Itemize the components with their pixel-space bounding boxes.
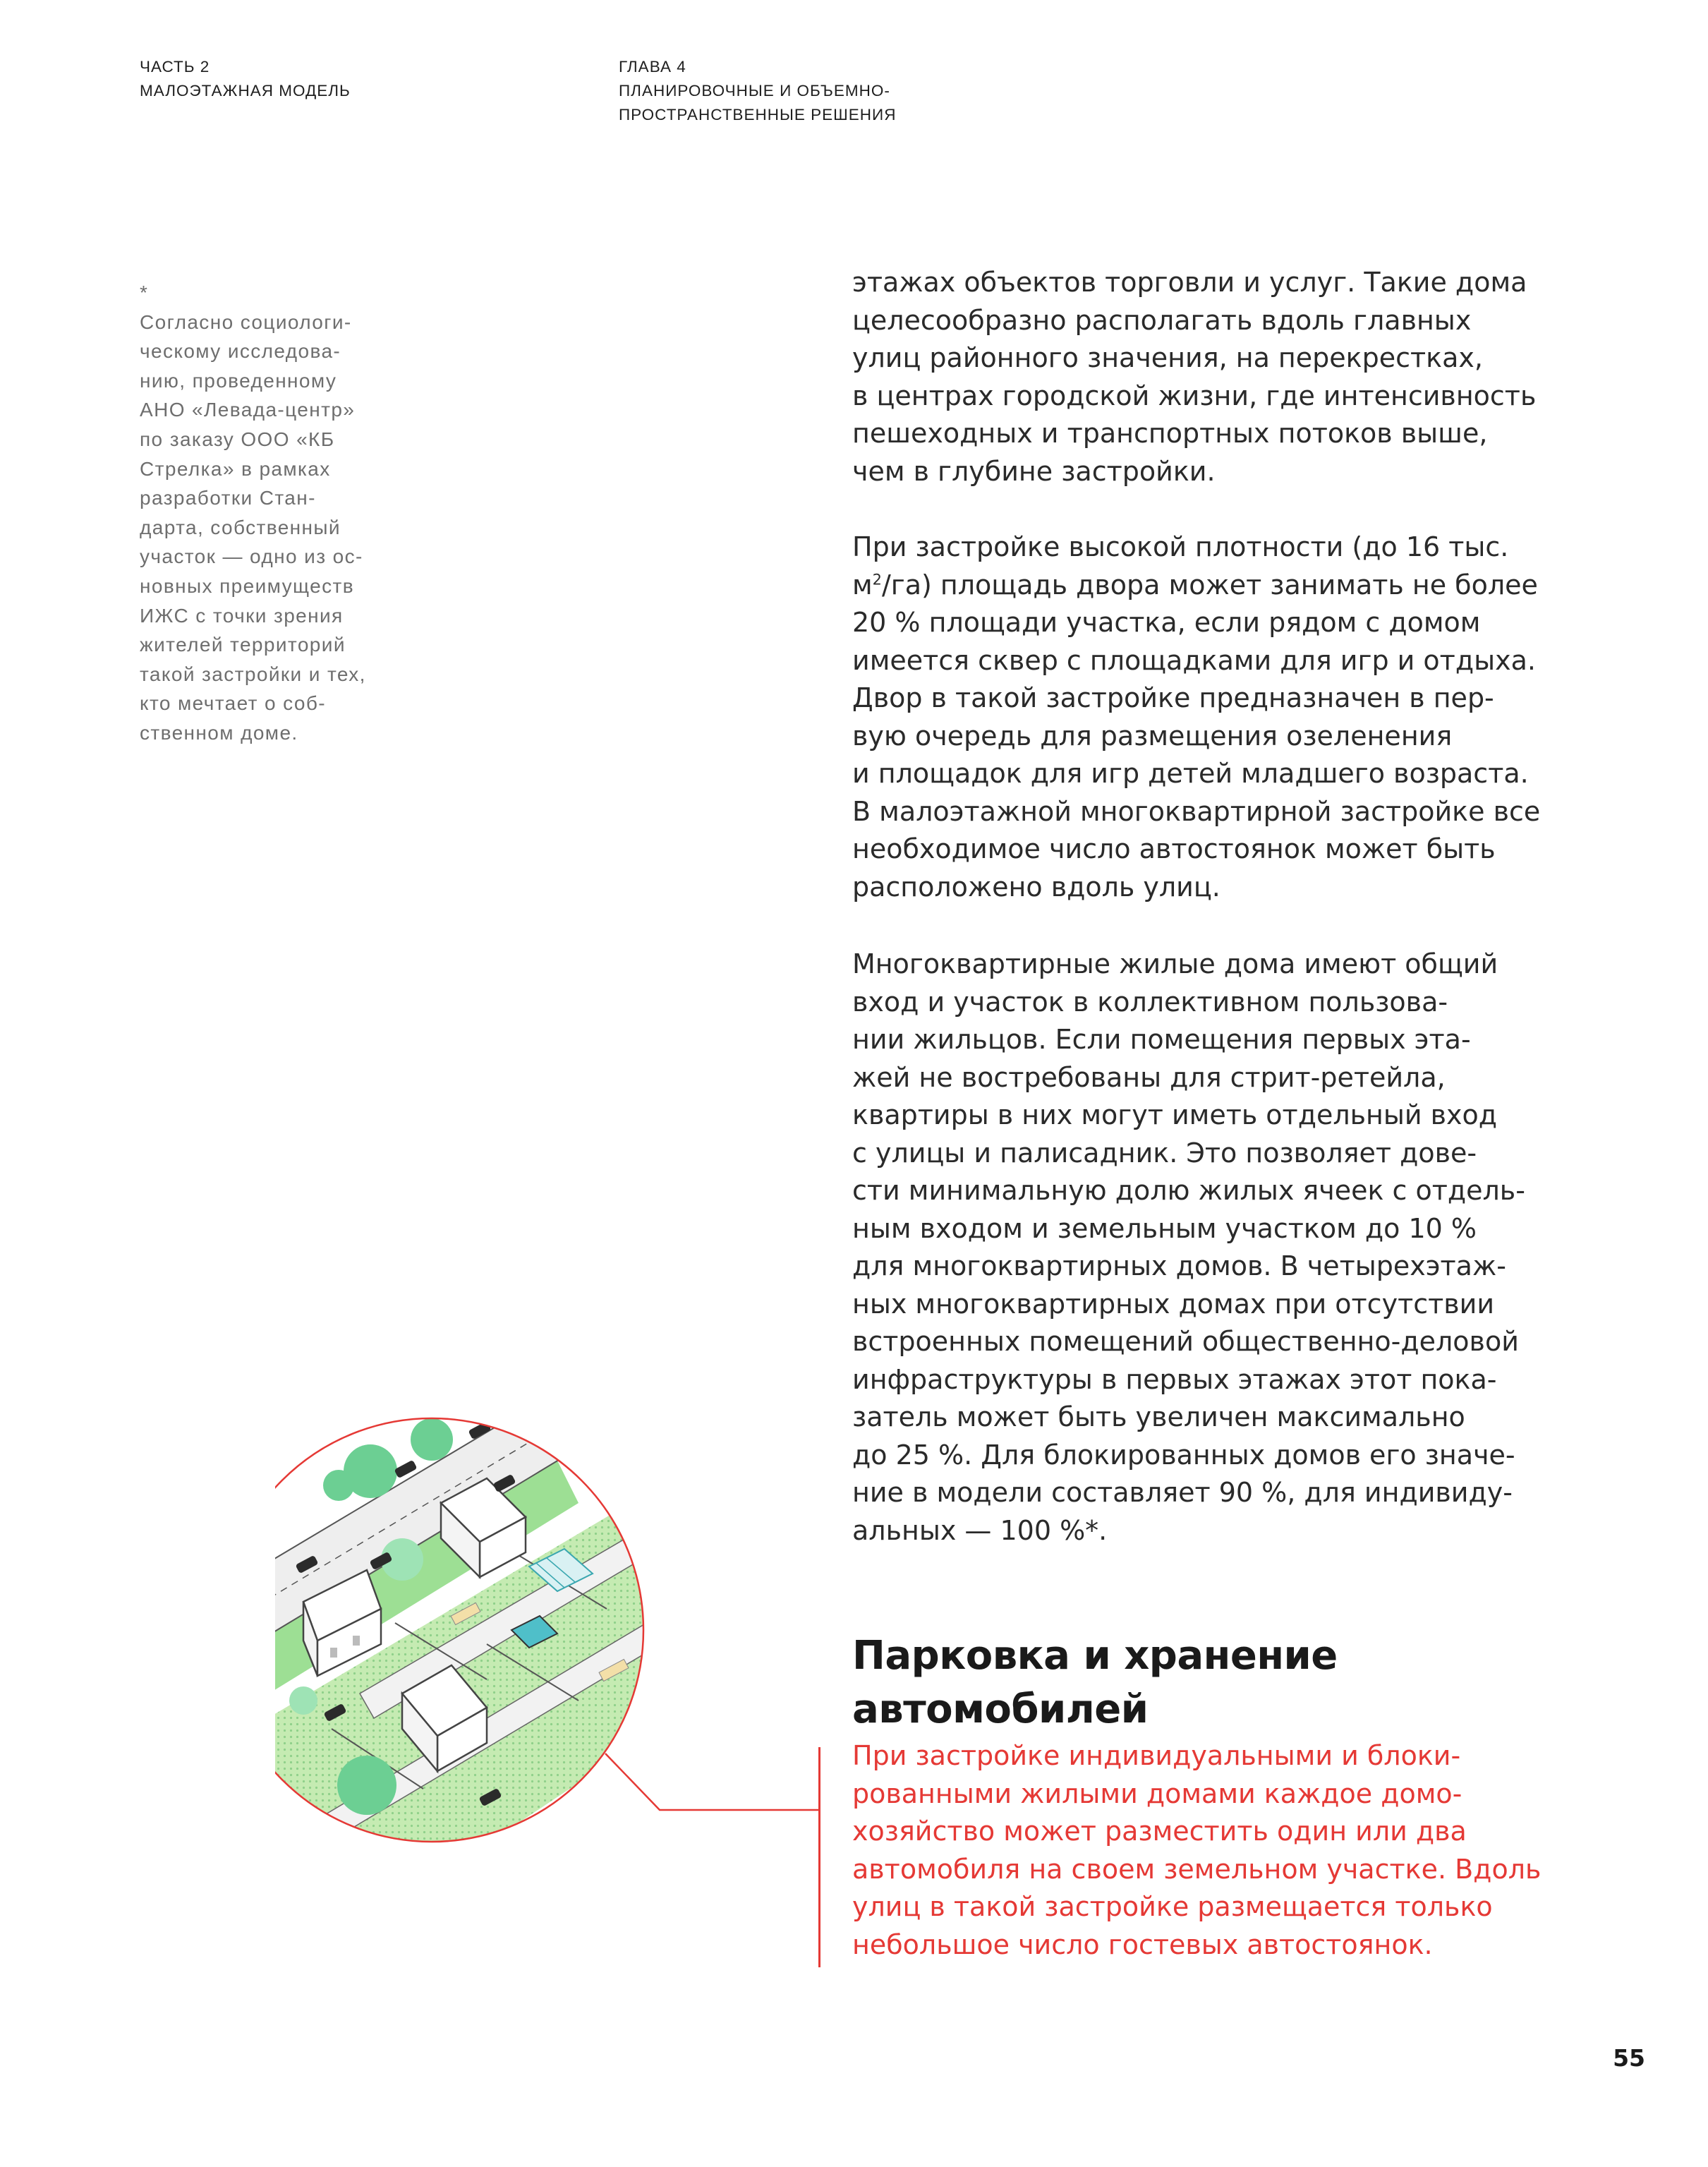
text-span: /га) площадь двора может занимать не более	[881, 569, 1538, 600]
text-line: вход и участок в коллективном пользова-	[852, 986, 1448, 1018]
text-line: нии жильцов. Если помещения первых эта-	[852, 1024, 1471, 1055]
part-label: ЧАСТЬ 2	[140, 58, 210, 76]
footnote-line: ческому исследова-	[140, 340, 341, 363]
text-line: пешеходных и транспортных потоков выше,	[852, 418, 1488, 449]
running-header-part	[140, 55, 351, 103]
text-line: альных — 100 %*.	[852, 1514, 1108, 1546]
unit-text: м	[852, 569, 873, 600]
neighborhood-illustration	[275, 1397, 840, 1877]
text-line: для многоквартирных домов. В четырехэтаж-	[852, 1250, 1506, 1281]
heading-line: автомобилей	[852, 1686, 1149, 1732]
chapter-title-line-1: ПЛАНИРОВОЧНЫЕ И ОБЪЕМНО-	[619, 82, 890, 99]
page-number: 55	[1613, 2044, 1645, 2072]
body-paragraph-1	[852, 264, 1558, 490]
text-line: жей не востребованы для стрит-ретейла,	[852, 1061, 1446, 1093]
footnote-line: по заказу ООО «КБ	[140, 428, 335, 450]
footnote-line: Согласно социологи-	[140, 310, 352, 333]
text-line: необходимое число автостоянок может быть	[852, 833, 1496, 864]
text-line: и площадок для игр детей младшего возраста.	[852, 758, 1529, 789]
footnote-line: участок — одно из ос-	[140, 545, 363, 568]
footnote	[140, 278, 408, 748]
text-line: до 25 %. Для блокированных домов его значе-	[852, 1439, 1515, 1471]
body-paragraph-2	[852, 529, 1558, 906]
text-line: имеется сквер с площадками для игр и отдыха.	[852, 644, 1536, 676]
footnote-line: нию, проведенному	[140, 369, 337, 392]
section-heading	[852, 1629, 1558, 1737]
text-line: целесообразно располагать вдоль главных	[852, 304, 1472, 336]
text-line: вую очередь для размещения озеленения	[852, 720, 1453, 751]
body-paragraph-3	[852, 946, 1558, 1550]
footnote-line: Стрелка» в рамках	[140, 457, 331, 480]
text-line: этажах объектов торговли и услуг. Такие дома	[852, 267, 1527, 298]
callout-line: рованными жилыми домами каждое домо-	[852, 1777, 1462, 1809]
callout-line: улиц в такой застройке размещается только	[852, 1891, 1493, 1922]
leader-line	[605, 1753, 820, 1810]
footnote-line: новных преимуществ	[140, 574, 354, 597]
callout-line: небольшое число гостевых автостоянок.	[852, 1928, 1433, 1960]
text-line: сти минимальную долю жилых ячеек с отдель-	[852, 1175, 1525, 1206]
text-line: улиц районного значения, на перекрестках,	[852, 342, 1483, 373]
text-line: При застройке высокой плотности (до 16 тыс.	[852, 531, 1509, 562]
text-line: чем в глубине застройки.	[852, 455, 1216, 487]
text-line	[852, 567, 1558, 605]
text-line: квартиры в них могут иметь отдельный вход	[852, 1099, 1498, 1130]
text-line: ным входом и земельным участком до 10 %	[852, 1212, 1477, 1244]
footnote-line: ИЖС с точки зрения	[140, 604, 344, 627]
footnote-line: АНО «Левада-центр»	[140, 399, 356, 421]
heading-line: Парковка и хранение	[852, 1633, 1338, 1679]
footnote-line: разработки Стан-	[140, 487, 316, 509]
callout-line: При застройке индивидуальными и блоки-	[852, 1740, 1461, 1771]
text-line: расположено вдоль улиц.	[852, 871, 1221, 903]
text-line: ных многоквартирных домах при отсутствии	[852, 1288, 1495, 1320]
text-line: с улицы и палисадник. Это позволяет дове-	[852, 1137, 1477, 1169]
footnote-line: кто мечтает о соб-	[140, 692, 327, 715]
text-line: Двор в такой застройке предназначен в пер-	[852, 682, 1494, 713]
footnote-marker: *	[140, 282, 149, 303]
running-header-chapter	[619, 55, 896, 127]
text-line: затель может быть увеличен максимально	[852, 1401, 1465, 1432]
callout-line: автомобиля на своем земельном участке. Вдоль	[852, 1853, 1542, 1885]
part-title: МАЛОЭТАЖНАЯ МОДЕЛЬ	[140, 82, 351, 99]
chapter-label: ГЛАВА 4	[619, 58, 686, 76]
chapter-title-line-2: ПРОСТРАНСТВЕННЫЕ РЕШЕНИЯ	[619, 106, 897, 123]
text-line: в центрах городской жизни, где интенсивность	[852, 380, 1537, 411]
footnote-line: жителей территорий	[140, 634, 346, 656]
footnote-line: дарта, собственный	[140, 516, 341, 538]
text-line: В малоэтажной многоквартирной застройке все	[852, 795, 1541, 827]
callout-text	[852, 1737, 1558, 1964]
footnote-line: ственном доме.	[140, 721, 298, 744]
callout-line: хозяйство может разместить один или два	[852, 1816, 1467, 1847]
text-line: 20 % площади участка, если рядом с домом	[852, 607, 1481, 638]
text-line: инфраструктуры в первых этажах этот пока-	[852, 1363, 1497, 1395]
footnote-line: такой застройки и тех,	[140, 663, 366, 685]
text-line: ние в модели составляет 90 %, для индивиду-	[852, 1477, 1513, 1508]
superscript: 2	[872, 570, 882, 588]
text-line: Многоквартирные жилые дома имеют общий	[852, 948, 1498, 979]
text-line: встроенных помещений общественно-деловой	[852, 1326, 1519, 1357]
